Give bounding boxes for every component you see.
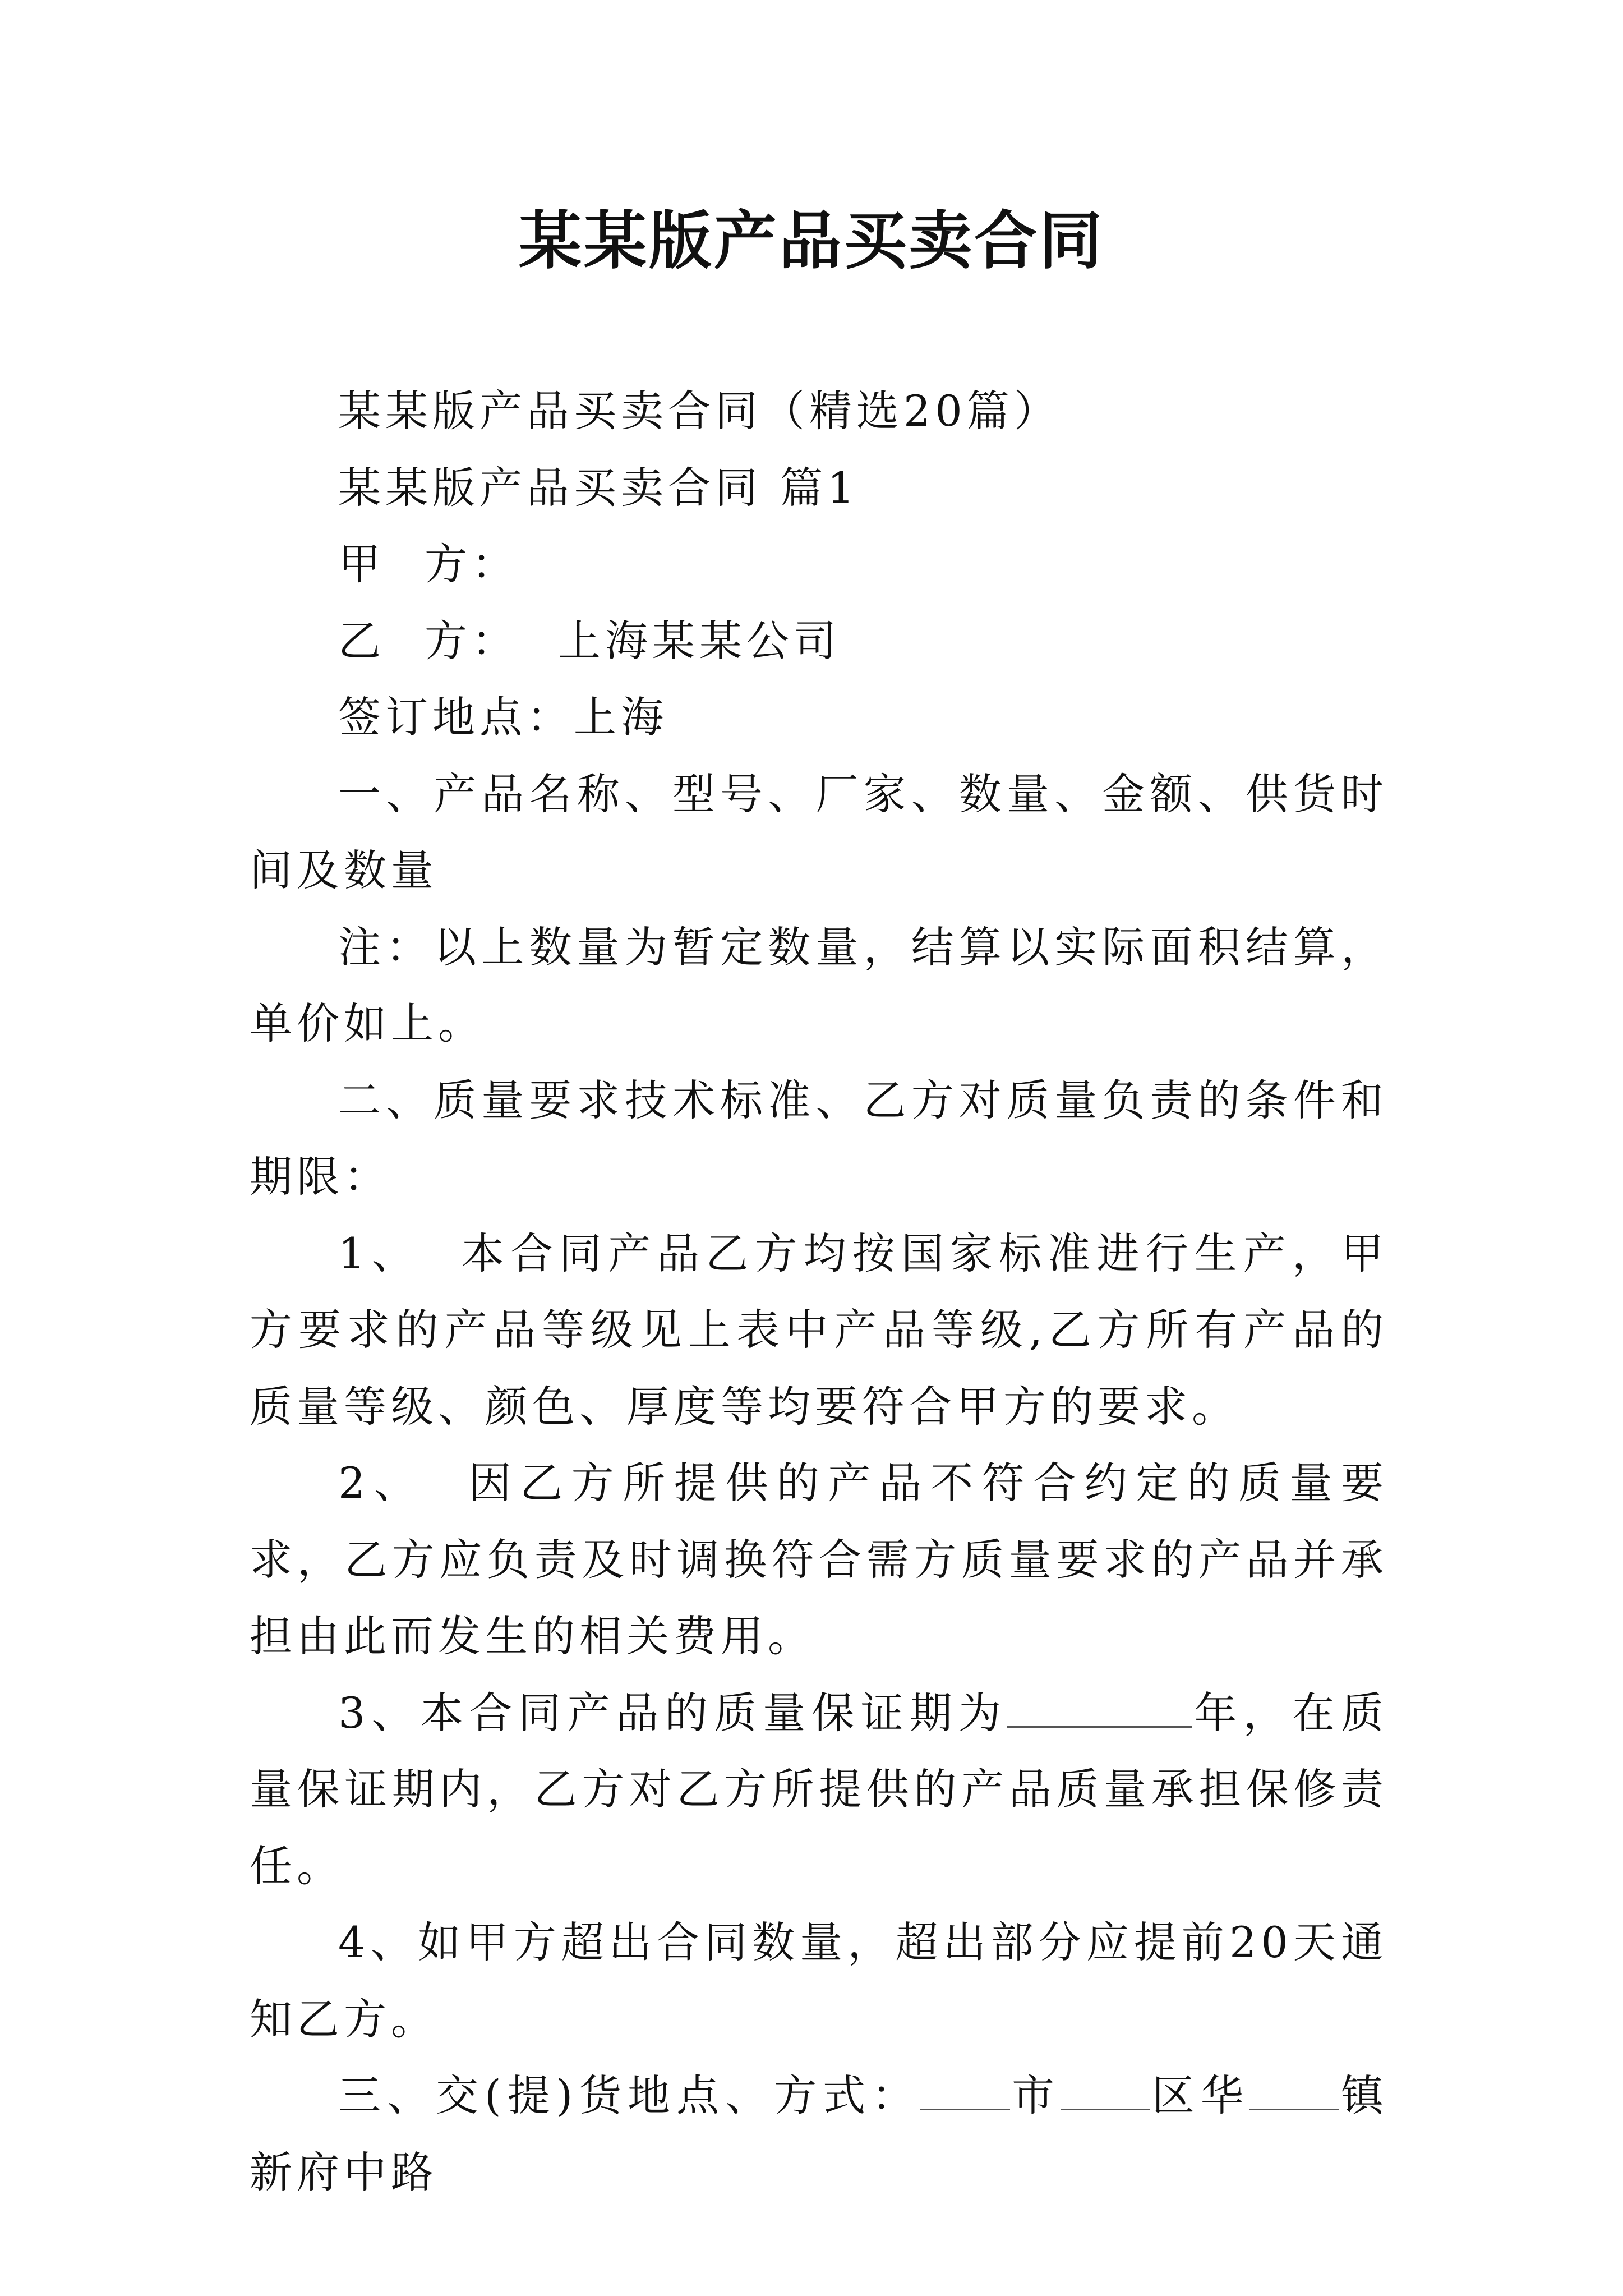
note-paragraph: 注：以上数量为暂定数量，结算以实际面积结算，单价如上。 [250,922,1388,1048]
signing-place: 签订地点：上海 [338,692,668,742]
party-b-line [250,603,1388,680]
town-blank [1249,2064,1339,2110]
section-1-heading: 一、产品名称、型号、厂家、数量、金额、供货时间及数量 [250,769,1388,895]
item-3-text-after: 年，在质量保证期内，乙方对乙方所提供的产品质量承担保修责任。 [250,1687,1388,1891]
item-3-paragraph [250,1675,1388,1905]
section-2-heading: 二、质量要求技术标准、乙方对质量负责的条件和期限： [250,1075,1388,1202]
document-body [250,373,1388,2211]
party-a-label: 甲 [338,539,385,589]
section-3-text-before: 三、交(提)货地点、方式： [338,2070,921,2120]
section-3-text-after: 镇新府中路 [250,2070,1388,2197]
section-3-district: 区华 [1150,2070,1250,2120]
document-title: 某某版产品买卖合同 [519,204,1104,278]
item-4-paragraph: 4、如甲方超出合同数量，超出部分应提前20天通知乙方。 [250,1917,1388,2044]
item-1-paragraph [250,1216,1388,1446]
party-b-suffix: 方： [425,615,519,666]
item-2-paragraph [250,1445,1388,1675]
item-1-number: 1、 [338,1228,421,1278]
warranty-years-blank [1007,1681,1192,1728]
party-a-line [250,526,1388,603]
district-blank [1061,2064,1150,2110]
item-3-text-before: 3、本合同产品的质量保证期为 [338,1687,1008,1738]
article-title: 某某版产品买卖合同 篇1 [338,462,859,513]
document-heading: 某某版产品买卖合同（精选20篇） [338,386,1061,436]
city-blank [920,2064,1010,2110]
section-3-paragraph [250,2058,1388,2211]
item-2-text: 因乙方所提供的产品不符合约定的质量要求，乙方应负责及时调换符合需方质量要求的产品并承担由此而发生的相关费用。 [250,1458,1389,1661]
party-b-label: 乙 [338,615,385,666]
section-3-city: 市 [1010,2070,1061,2120]
item-2-number: 2、 [338,1458,426,1508]
party-b-name: 上海某某公司 [558,615,841,666]
party-a-suffix: 方： [425,539,519,589]
item-1-text: 本合同产品乙方均按国家标准进行生产，甲方要求的产品等级见上表中产品等级,乙方所有产品的质量等级、颜色、厚度等均要符合甲方的要求。 [250,1228,1388,1432]
